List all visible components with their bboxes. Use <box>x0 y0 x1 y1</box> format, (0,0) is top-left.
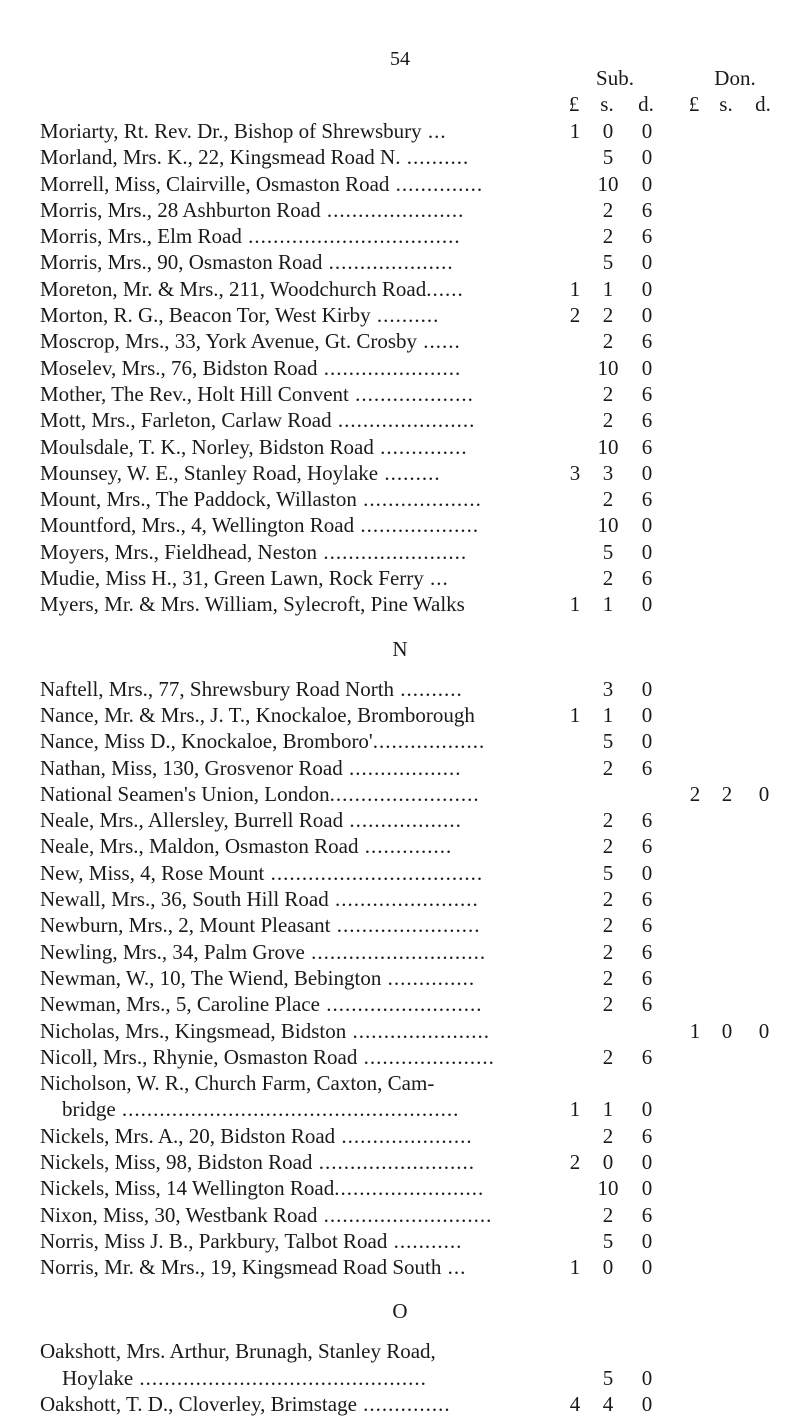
sub-shillings: 10 <box>597 434 619 459</box>
entry-name <box>40 565 560 591</box>
list-entry <box>40 1338 800 1364</box>
entry-name <box>40 486 560 512</box>
dot-leader: ......................... <box>312 1149 475 1174</box>
sub-shillings: 5 <box>602 1228 614 1253</box>
entry-name <box>40 1070 560 1096</box>
sub-pound-unit: £ <box>568 92 580 116</box>
sub-pence: 6 <box>641 1202 653 1227</box>
sub-pence: 0 <box>641 729 653 754</box>
list-entry <box>40 144 800 170</box>
sub-pence: 6 <box>641 329 653 354</box>
dot-leader: ...................... <box>317 355 462 380</box>
list-entry <box>40 486 800 512</box>
sub-pounds: 1 <box>569 119 581 143</box>
sub-shillings: 2 <box>602 566 614 591</box>
dot-leader: .................. <box>342 755 462 780</box>
dot-leader: ......................... <box>319 992 483 1017</box>
sub-shillings: 2 <box>602 487 614 512</box>
sub-pence: 0 <box>641 1176 653 1201</box>
sub-shillings: 3 <box>602 460 614 485</box>
entry-name-text: Newall, Mrs., 36, South Hill Road <box>40 887 329 912</box>
sub-pence: 0 <box>641 1097 653 1122</box>
list-entry <box>40 171 800 197</box>
entry-name-text: Moreton, Mr. & Mrs., 211, Woodchurch Road <box>40 276 427 301</box>
entry-name-text: Mounsey, W. E., Stanley Road, Hoylake <box>40 460 379 485</box>
list-entry <box>40 676 800 702</box>
subscriber-list <box>40 118 800 1417</box>
sub-pence: 0 <box>641 303 653 328</box>
list-entry <box>40 939 800 965</box>
list-entry <box>40 512 800 538</box>
dot-leader: ...... <box>426 276 464 301</box>
entry-name <box>40 1391 560 1417</box>
list-entry <box>40 1149 800 1175</box>
entry-name-text: Newman, Mrs., 5, Caroline Place <box>40 992 320 1017</box>
entry-name-text: Moyers, Mrs., Fieldhead, Neston <box>40 539 318 564</box>
sub-shillings: 5 <box>602 145 614 170</box>
entry-name-text: Nicoll, Mrs., Rhynie, Osmaston Road <box>40 1044 358 1069</box>
entry-name <box>40 539 560 565</box>
list-entry <box>40 807 800 833</box>
sub-pounds: 1 <box>569 1255 581 1280</box>
entry-name-text: Norris, Mr. & Mrs., 19, Kingsmead Road South <box>40 1255 442 1280</box>
sub-pence: 6 <box>641 381 653 406</box>
sub-shillings: 1 <box>602 592 614 617</box>
dot-leader: .................... <box>322 250 454 275</box>
entry-name-text: Nickels, Miss, 98, Bidston Road <box>40 1149 313 1174</box>
sub-shillings: 4 <box>602 1392 614 1417</box>
entry-name <box>40 1149 560 1175</box>
sub-shillings: 2 <box>602 381 614 406</box>
entry-name <box>40 1018 560 1044</box>
entry-name <box>40 302 560 328</box>
sub-pence: 6 <box>641 408 653 433</box>
sub-shillings: 0 <box>602 1149 614 1174</box>
entry-name-text: Morris, Mrs., Elm Road <box>40 224 242 249</box>
entry-name-text: Nickels, Miss, 14 Wellington Road <box>40 1176 335 1201</box>
don-pence-unit: d. <box>755 92 771 116</box>
list-entry <box>40 1070 800 1096</box>
sub-pence: 6 <box>641 1044 653 1069</box>
sub-shillings: 2 <box>602 808 614 833</box>
sub-pounds: 1 <box>569 276 581 301</box>
entry-name <box>40 1044 560 1070</box>
dot-leader: ........................ <box>334 1176 485 1201</box>
sub-pence: 0 <box>641 1365 653 1390</box>
sub-shillings: 0 <box>602 1255 614 1280</box>
dot-leader: ................... <box>348 381 474 406</box>
entry-name-text: Morris, Mrs., 28 Ashburton Road <box>40 197 321 222</box>
dot-leader: ...................................................... <box>115 1097 460 1122</box>
entry-name <box>40 381 560 407</box>
sub-pence: 6 <box>641 566 653 591</box>
entry-name-text: Moulsdale, T. K., Norley, Bidston Road <box>40 434 374 459</box>
entry-name <box>40 728 560 754</box>
list-entry <box>40 755 800 781</box>
sub-pence: 0 <box>641 1255 653 1280</box>
list-entry <box>40 965 800 991</box>
sub-shillings: 2 <box>602 965 614 990</box>
entry-name <box>40 1228 560 1254</box>
entry-name <box>40 355 560 381</box>
dot-leader: .............. <box>356 1392 451 1417</box>
entry-name <box>40 781 560 807</box>
sub-pence: 0 <box>641 145 653 170</box>
entry-name <box>40 512 560 538</box>
sub-shillings: 2 <box>602 1123 614 1148</box>
list-entry <box>40 912 800 938</box>
list-entry <box>40 1044 800 1070</box>
sub-shillings: 2 <box>602 887 614 912</box>
entry-name-text: Nicholson, W. R., Church Farm, Caxton, Cam- <box>40 1071 435 1096</box>
dot-leader: ....................... <box>330 913 481 938</box>
sub-column-header: Sub. <box>596 66 634 90</box>
list-entry <box>40 434 800 460</box>
sub-shillings: 2 <box>602 913 614 938</box>
sub-pence: 6 <box>641 808 653 833</box>
sub-shillings: 0 <box>602 119 614 143</box>
sub-shillings: 3 <box>602 676 614 701</box>
entry-name-text: Neale, Mrs., Maldon, Osmaston Road <box>40 834 359 859</box>
list-entry <box>40 1096 800 1122</box>
entry-name-text: Hoylake <box>62 1365 134 1390</box>
list-entry <box>40 223 800 249</box>
entry-name <box>40 1202 560 1228</box>
dot-leader: ......... <box>378 460 441 485</box>
don-pounds: 2 <box>689 781 701 806</box>
list-entry <box>40 460 800 486</box>
entry-name <box>40 860 560 886</box>
sub-pence: 0 <box>641 250 653 275</box>
sub-pence: 6 <box>641 939 653 964</box>
sub-pence: 0 <box>641 860 653 885</box>
entry-name-text: New, Miss, 4, Rose Mount <box>40 860 265 885</box>
entry-name-text: Mother, The Rev., Holt Hill Convent <box>40 381 349 406</box>
sub-pence: 0 <box>641 1149 653 1174</box>
dot-leader: ... <box>421 119 447 143</box>
entry-name-text: Naftell, Mrs., 77, Shrewsbury Road North <box>40 676 395 701</box>
entry-name <box>40 223 560 249</box>
dot-leader: ...... <box>417 329 461 354</box>
list-entry <box>40 728 800 754</box>
sub-pence: 6 <box>641 913 653 938</box>
entry-name <box>40 939 560 965</box>
sub-pence: 6 <box>641 434 653 459</box>
entry-name <box>40 755 560 781</box>
entry-name <box>40 807 560 833</box>
list-entry <box>40 1202 800 1228</box>
entry-name <box>40 991 560 1017</box>
sub-pounds: 1 <box>569 702 581 727</box>
entry-name <box>40 171 560 197</box>
dot-leader: .......... <box>400 145 470 170</box>
list-entry <box>40 833 800 859</box>
sub-shillings: 1 <box>602 276 614 301</box>
dot-leader: ........................... <box>317 1202 493 1227</box>
list-entry <box>40 197 800 223</box>
entry-name <box>40 144 560 170</box>
sub-pence: 0 <box>641 676 653 701</box>
entry-name <box>62 1096 560 1122</box>
entry-name-text: Mount, Mrs., The Paddock, Willaston <box>40 487 357 512</box>
don-pence: 0 <box>758 1018 770 1043</box>
entry-name-text: Norris, Miss J. B., Parkbury, Talbot Road <box>40 1228 388 1253</box>
sub-pence-unit: d. <box>638 92 654 116</box>
don-pence: 0 <box>758 781 770 806</box>
sub-pence: 6 <box>641 487 653 512</box>
entry-name-text: Newburn, Mrs., 2, Mount Pleasant <box>40 913 331 938</box>
entry-name <box>40 197 560 223</box>
entry-name <box>40 676 560 702</box>
sub-pence: 0 <box>641 355 653 380</box>
sub-shillings: 2 <box>602 408 614 433</box>
sub-shillings: 2 <box>602 224 614 249</box>
entry-name-text: Nance, Miss D., Knockaloe, Bromboro' <box>40 729 373 754</box>
list-entry <box>40 781 800 807</box>
sub-shillings: 5 <box>602 729 614 754</box>
entry-name <box>40 460 560 486</box>
dot-leader: ...................... <box>331 408 476 433</box>
list-entry <box>40 1123 800 1149</box>
dot-leader: ............................ <box>304 939 487 964</box>
sub-pence: 0 <box>641 702 653 727</box>
don-pounds: 1 <box>689 1018 701 1043</box>
entry-name-text: Mott, Mrs., Farleton, Carlaw Road <box>40 408 332 433</box>
list-entry <box>40 539 800 565</box>
sub-pence: 6 <box>641 887 653 912</box>
dot-leader: ..................... <box>357 1044 495 1069</box>
sub-pounds: 1 <box>569 1097 581 1122</box>
sub-shillings: 2 <box>602 329 614 354</box>
sub-pence: 6 <box>641 965 653 990</box>
list-entry <box>40 1391 800 1417</box>
dot-leader: .............. <box>381 965 476 990</box>
sub-pence: 0 <box>641 592 653 617</box>
dot-leader: ...................... <box>346 1018 490 1043</box>
entry-name <box>40 1175 560 1201</box>
list-entry <box>40 302 800 328</box>
sub-pence: 0 <box>641 171 653 196</box>
sub-pounds: 4 <box>569 1392 581 1417</box>
sub-shillings: 2 <box>602 992 614 1017</box>
don-pound-unit: £ <box>688 92 700 116</box>
list-entry <box>40 702 800 728</box>
sub-shillings: 5 <box>602 860 614 885</box>
sub-pounds: 3 <box>569 460 581 485</box>
entry-name <box>40 434 560 460</box>
sub-shillings: 2 <box>602 303 614 328</box>
sub-shillings: 5 <box>602 539 614 564</box>
entry-name <box>40 276 560 302</box>
entry-name <box>62 1365 560 1391</box>
entry-name-text: Mountford, Mrs., 4, Wellington Road <box>40 513 355 538</box>
sub-pence: 0 <box>641 460 653 485</box>
list-entry <box>40 1254 800 1280</box>
sub-shillings: 2 <box>602 197 614 222</box>
sub-pence: 0 <box>641 539 653 564</box>
entry-name-text: Nathan, Miss, 130, Grosvenor Road <box>40 755 343 780</box>
entry-name-text: Myers, Mr. & Mrs. William, Sylecroft, Pine Walks <box>40 592 465 617</box>
entry-name-text: National Seamen's Union, London <box>40 781 330 806</box>
sub-pence: 0 <box>641 1392 653 1417</box>
sub-shillings: 2 <box>602 939 614 964</box>
dot-leader: ... <box>423 566 449 591</box>
list-entry <box>40 886 800 912</box>
entry-name <box>40 1254 560 1280</box>
dot-leader: .................................. <box>264 860 484 885</box>
don-column-header: Don. <box>714 66 756 90</box>
list-entry <box>40 1018 800 1044</box>
entry-name-text: Moriarty, Rt. Rev. Dr., Bishop of Shrewsbury <box>40 119 422 143</box>
entry-name-text: Nicholas, Mrs., Kingsmead, Bidston <box>40 1018 347 1043</box>
sub-pence: 0 <box>641 1228 653 1253</box>
entry-name <box>40 833 560 859</box>
entry-name-text: Morton, R. G., Beacon Tor, West Kirby <box>40 303 371 328</box>
sub-pence: 6 <box>641 755 653 780</box>
entry-name <box>40 328 560 354</box>
page-number: 54 <box>390 48 410 70</box>
entry-name-text: Newling, Mrs., 34, Palm Grove <box>40 939 305 964</box>
list-entry <box>40 860 800 886</box>
dot-leader: ...................... <box>320 197 465 222</box>
dot-leader: .............................................. <box>133 1365 427 1390</box>
dot-leader: ....................... <box>328 887 479 912</box>
dot-leader: .......... <box>370 303 440 328</box>
entry-name-text: Nance, Mr. & Mrs., J. T., Knockaloe, Bromborough <box>40 702 475 727</box>
don-shillings-unit: s. <box>719 92 733 116</box>
sub-pounds: 2 <box>569 303 581 328</box>
entry-name <box>40 407 560 433</box>
entry-name <box>40 591 560 617</box>
entry-name-text: bridge <box>62 1097 116 1122</box>
entry-name-text: Nixon, Miss, 30, Westbank Road <box>40 1202 318 1227</box>
dot-leader: ........... <box>387 1228 463 1253</box>
sub-shillings-unit: s. <box>600 92 614 116</box>
entry-name <box>40 912 560 938</box>
sub-pounds: 2 <box>569 1149 581 1174</box>
sub-pence: 0 <box>641 276 653 301</box>
sub-pence: 6 <box>641 224 653 249</box>
entry-name-text: Mudie, Miss H., 31, Green Lawn, Rock Ferry <box>40 566 424 591</box>
entry-name-text: Morris, Mrs., 90, Osmaston Road <box>40 250 323 275</box>
sub-pounds: 1 <box>569 592 581 617</box>
sub-shillings: 5 <box>602 1365 614 1390</box>
list-entry <box>40 118 800 144</box>
entry-name <box>40 118 560 144</box>
section-letter: O <box>392 1299 408 1324</box>
sub-shillings: 10 <box>597 355 619 380</box>
section-letter: N <box>392 636 408 661</box>
entry-name <box>40 965 560 991</box>
sub-pence: 0 <box>641 119 653 143</box>
sub-shillings: 10 <box>597 171 619 196</box>
list-entry <box>40 591 800 617</box>
list-entry <box>40 565 800 591</box>
sub-shillings: 2 <box>602 1202 614 1227</box>
sub-shillings: 1 <box>602 702 614 727</box>
entry-name-text: Newman, W., 10, The Wiend, Bebington <box>40 965 382 990</box>
dot-leader: ................... <box>356 487 482 512</box>
entry-name-text: Oakshott, Mrs. Arthur, Brunagh, Stanley Road, <box>40 1339 436 1364</box>
sub-pence: 6 <box>641 834 653 859</box>
entry-name-text: Morrell, Miss, Clairville, Osmaston Road <box>40 171 390 196</box>
entry-name-text: Moselev, Mrs., 76, Bidston Road <box>40 355 318 380</box>
sub-shillings: 10 <box>597 1176 619 1201</box>
list-entry <box>40 991 800 1017</box>
list-entry <box>40 1175 800 1201</box>
don-shillings: 0 <box>721 1018 733 1043</box>
dot-leader: ....................... <box>317 539 468 564</box>
sub-shillings: 2 <box>602 1044 614 1069</box>
dot-leader: .................................. <box>241 224 461 249</box>
dot-leader: ..................... <box>335 1123 473 1148</box>
sub-pence: 6 <box>641 197 653 222</box>
list-entry <box>40 276 800 302</box>
sub-shillings: 2 <box>602 755 614 780</box>
dot-leader: .............. <box>358 834 453 859</box>
sub-shillings: 10 <box>597 513 619 538</box>
entry-name <box>40 1123 560 1149</box>
entry-name <box>40 702 560 728</box>
sub-shillings: 5 <box>602 250 614 275</box>
sub-shillings: 2 <box>602 834 614 859</box>
entry-name-text: Morland, Mrs. K., 22, Kingsmead Road N. <box>40 145 401 170</box>
entry-name-text: Nickels, Mrs. A., 20, Bidston Road <box>40 1123 336 1148</box>
dot-leader: ................... <box>354 513 480 538</box>
list-entry <box>40 249 800 275</box>
dot-leader: .......... <box>394 676 463 701</box>
dot-leader: .............. <box>389 171 484 196</box>
entry-name <box>40 886 560 912</box>
list-entry <box>40 407 800 433</box>
sub-pence: 6 <box>641 1123 653 1148</box>
list-entry <box>40 381 800 407</box>
dot-leader: .................. <box>343 808 462 833</box>
dot-leader: ... <box>441 1255 467 1280</box>
dot-leader: .............. <box>373 434 468 459</box>
entry-name-text: Moscrop, Mrs., 33, York Avenue, Gt. Crosby <box>40 329 418 354</box>
entry-name <box>40 249 560 275</box>
list-entry <box>40 355 800 381</box>
list-entry <box>40 1228 800 1254</box>
entry-name <box>40 1338 560 1364</box>
sub-pence: 6 <box>641 992 653 1017</box>
list-entry <box>40 328 800 354</box>
list-entry <box>40 1365 800 1391</box>
entry-name-text: Oakshott, T. D., Cloverley, Brimstage <box>40 1392 357 1417</box>
dot-leader: ........................ <box>329 781 480 806</box>
sub-pence: 0 <box>641 513 653 538</box>
don-shillings: 2 <box>721 781 733 806</box>
dot-leader: .................. <box>372 729 486 754</box>
sub-shillings: 1 <box>602 1097 614 1122</box>
entry-name-text: Neale, Mrs., Allersley, Burrell Road <box>40 808 344 833</box>
